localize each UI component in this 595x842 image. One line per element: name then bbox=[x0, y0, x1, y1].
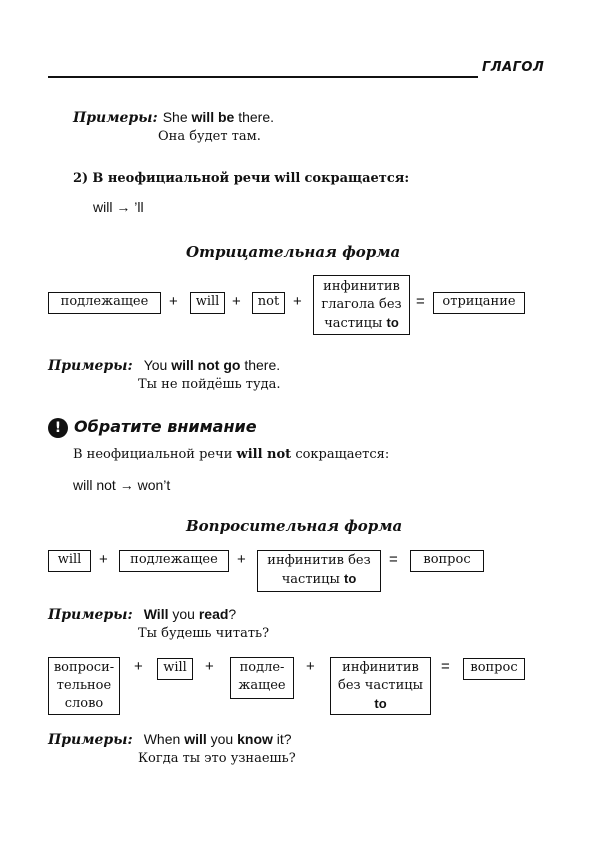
formula-left: will bbox=[93, 199, 113, 215]
note-text bbox=[73, 447, 389, 462]
box-text: частицы bbox=[324, 316, 387, 331]
box-line: подле- bbox=[239, 660, 285, 675]
box-line: инфинитив без bbox=[267, 553, 371, 568]
formula-box-result: вопрос bbox=[410, 550, 484, 572]
plus-sign: + bbox=[306, 658, 315, 675]
box-line: вопроси- bbox=[53, 660, 115, 675]
formula-box-result: вопрос bbox=[463, 658, 525, 680]
equals-sign: = bbox=[389, 551, 398, 568]
examples-label: Примеры bbox=[48, 358, 128, 374]
box-line: инфинитив bbox=[342, 660, 419, 675]
formula-box-subject bbox=[230, 657, 294, 699]
running-header: ГЛАГОЛ bbox=[482, 60, 545, 75]
en-text: there. bbox=[234, 109, 275, 125]
box-line: тельное bbox=[56, 678, 112, 693]
equals-sign: = bbox=[441, 658, 450, 675]
en-bold: will be bbox=[191, 109, 235, 125]
formula-left: will not bbox=[73, 477, 116, 493]
plus-sign: + bbox=[134, 658, 143, 675]
en-text: you bbox=[206, 731, 238, 747]
note-text-part: В неофициальной речи bbox=[73, 447, 237, 462]
formula-box-will: will bbox=[157, 658, 193, 680]
example-en bbox=[144, 357, 280, 373]
box-keyword: to bbox=[386, 315, 399, 330]
plus-sign: + bbox=[237, 551, 246, 568]
formula-box-will: will bbox=[190, 292, 225, 314]
plus-sign: + bbox=[99, 551, 108, 568]
en-bold: read bbox=[198, 606, 229, 622]
en-text: ? bbox=[228, 606, 237, 622]
rule-number: 2) bbox=[73, 171, 89, 186]
note-title: Обратите внимание bbox=[74, 417, 257, 436]
formula-box-will: will bbox=[48, 550, 91, 572]
example-en bbox=[144, 606, 237, 622]
equals-sign: = bbox=[416, 293, 425, 310]
rule-text-bold: В неофициальной речи bbox=[92, 171, 271, 186]
example-2 bbox=[48, 355, 280, 374]
formula-right: won’t bbox=[137, 477, 171, 493]
en-text: She bbox=[162, 109, 192, 125]
header-rule bbox=[48, 76, 478, 78]
interrogative-form-title: Вопросительная форма bbox=[186, 517, 403, 535]
en-bold: will not go bbox=[171, 357, 241, 373]
en-text: it? bbox=[272, 731, 292, 747]
box-line: инфинитив bbox=[323, 279, 400, 294]
formula-box-subject: подлежащее bbox=[48, 292, 161, 314]
box-text: частицы bbox=[281, 572, 345, 587]
formula-box-infinitive bbox=[257, 550, 381, 592]
example-3 bbox=[48, 604, 236, 623]
examples-label: Примеры bbox=[73, 110, 153, 126]
plus-sign: + bbox=[169, 293, 178, 310]
plus-sign: + bbox=[232, 293, 241, 310]
examples-colon: : bbox=[127, 732, 133, 748]
note-text-part: сокращается: bbox=[291, 447, 390, 462]
en-text: You bbox=[143, 357, 172, 373]
arrow-icon: → bbox=[119, 477, 134, 493]
formula-box-result: отрицание bbox=[433, 292, 525, 314]
example-en bbox=[163, 109, 274, 125]
formula-box-infinitive bbox=[330, 657, 431, 715]
examples-label: Примеры bbox=[48, 732, 128, 748]
box-keyword: to bbox=[344, 571, 357, 586]
examples-colon: : bbox=[127, 358, 133, 374]
box-line: глагола без bbox=[321, 297, 402, 312]
en-text: there. bbox=[240, 357, 281, 373]
example-4 bbox=[48, 729, 292, 748]
example-3-translation: Ты будешь читать? bbox=[138, 626, 270, 641]
examples-colon: : bbox=[127, 607, 133, 623]
rule-text: сокращается: bbox=[304, 171, 410, 186]
box-line: слово bbox=[64, 696, 104, 711]
formula-box-infinitive bbox=[313, 275, 410, 335]
box-keyword: to bbox=[374, 696, 387, 711]
contraction-formula-1 bbox=[93, 199, 144, 215]
box-line: без частицы bbox=[338, 678, 423, 693]
contraction-formula-2 bbox=[73, 477, 170, 493]
example-1-translation: Она будет там. bbox=[158, 129, 261, 144]
exclamation-icon: ! bbox=[48, 418, 68, 438]
example-1 bbox=[73, 107, 274, 126]
plus-sign: + bbox=[293, 293, 302, 310]
box-line bbox=[314, 314, 409, 333]
example-2-translation: Ты не пойдёшь туда. bbox=[138, 377, 281, 392]
negative-form-title: Отрицательная форма bbox=[186, 243, 401, 261]
examples-label: Примеры bbox=[48, 607, 128, 623]
box-line bbox=[258, 570, 380, 589]
example-en bbox=[144, 731, 292, 747]
en-bold: Will bbox=[143, 606, 169, 622]
note-keyword: will not bbox=[236, 447, 292, 462]
formula-box-question-word bbox=[48, 657, 120, 715]
formula-box-not: not bbox=[252, 292, 285, 314]
examples-colon: : bbox=[152, 110, 158, 126]
formula-right: ’ll bbox=[134, 199, 144, 215]
en-text: you bbox=[168, 606, 199, 622]
rule-keyword: will bbox=[274, 171, 301, 186]
example-4-translation: Когда ты это узнаешь? bbox=[138, 751, 296, 766]
en-text: When bbox=[143, 731, 185, 747]
plus-sign: + bbox=[205, 658, 214, 675]
rule-2 bbox=[73, 171, 409, 186]
formula-box-subject: подлежащее bbox=[119, 550, 229, 572]
en-bold: will bbox=[184, 731, 207, 747]
en-bold: know bbox=[237, 731, 273, 747]
arrow-icon: → bbox=[116, 199, 131, 215]
box-line: жащее bbox=[238, 678, 286, 693]
